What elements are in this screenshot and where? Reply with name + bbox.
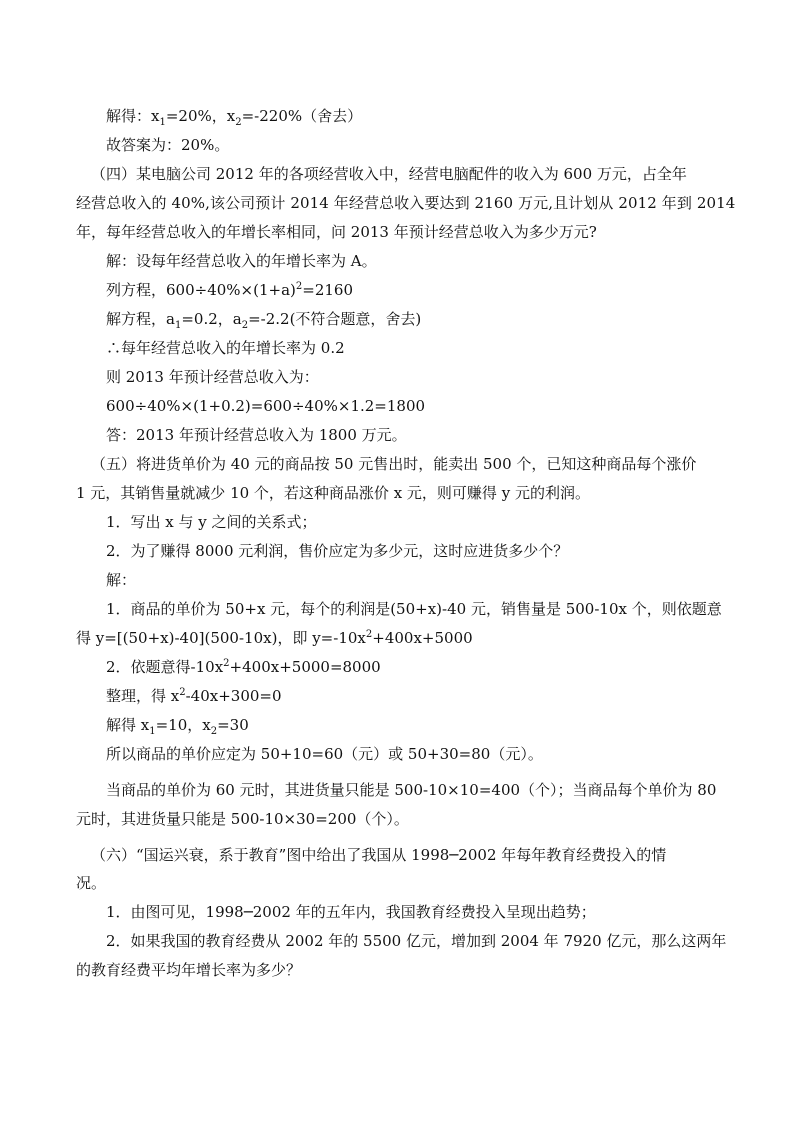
text: 得 y=[(50+x)-40](500-10x)，即 y=-10x — [76, 629, 366, 647]
solution-5-line-6 — [106, 744, 543, 764]
text: 元时，其进货量只能是 500-10×30=200（个）。 — [76, 810, 409, 828]
solution-4-line-7 — [106, 425, 407, 445]
problem-6-q1 — [106, 902, 596, 922]
subscript: 2 — [235, 117, 242, 128]
text: 2．依题意得-10x — [106, 658, 224, 676]
subscript: 1 — [174, 320, 182, 331]
text: 解：设每年经营总收入的年增长率为 A。 — [106, 252, 377, 270]
problem-4-line-1 — [91, 164, 687, 184]
problem-4-line-2 — [76, 193, 735, 213]
text: 1．写出 x 与 y 之间的关系式； — [106, 513, 317, 531]
solution-5-line-3 — [106, 657, 381, 677]
problem-5-q2 — [106, 541, 568, 561]
text: 的教育经费平均年增长率为多少？ — [76, 961, 302, 979]
text: =0.2，a — [181, 310, 242, 328]
text: 列方程，600÷40%×(1+a) — [106, 281, 296, 299]
text: （四）某电脑公司 2012 年的各项经营收入中，经营电脑配件的收入为 600 万元，占全年 — [91, 165, 687, 183]
text: 1 元，其销售量就减少 10 个，若这种商品涨价 x 元，则可赚得 y 元的利润。 — [76, 484, 590, 502]
text: 则 2013 年预计经营总收入为： — [106, 368, 319, 386]
subscript: 1 — [159, 117, 166, 128]
problem-5-q1 — [106, 512, 317, 532]
text: =20%，x — [165, 107, 236, 125]
text: 况。 — [76, 874, 107, 892]
subscript: 2 — [241, 320, 249, 331]
problem-5-line-2 — [76, 483, 590, 503]
text: =30 — [217, 716, 249, 734]
problem-4-line-3 — [76, 222, 597, 242]
problem-6-line-2 — [76, 873, 106, 893]
answer-line-1 — [106, 135, 229, 155]
solution-4-line-3 — [106, 309, 421, 329]
solution-5-line-1 — [106, 599, 722, 619]
solution-5-line-7 — [106, 780, 716, 800]
solution-5-line-4 — [106, 686, 282, 706]
text: 经营总收入的 40%,该公司预计 2014 年经营总收入要达到 2160 万元,且计划从 2012 年到 2014 — [76, 194, 736, 212]
text: 解方程，a — [106, 310, 175, 328]
text: +400x+5000 — [372, 629, 473, 647]
solution-5-line-8 — [76, 809, 409, 829]
text: +400x+5000=8000 — [229, 658, 381, 676]
problem-6-q2-line-2 — [76, 960, 301, 980]
text: =-2.2(不符合题意，舍去) — [248, 310, 422, 328]
subscript: 2 — [210, 726, 218, 737]
solution-4-line-5 — [106, 367, 319, 387]
text: =10，x — [155, 716, 211, 734]
text: 解得 x — [106, 716, 150, 734]
text: 答：2013 年预计经营总收入为 1800 万元。 — [106, 426, 407, 444]
text: （六）“国运兴衰，系于教育”图中给出了我国从 1998─2002 年每年教育经费投入的情 — [91, 846, 667, 864]
solution-5-line-2 — [76, 628, 473, 648]
problem-6-q2-line-1 — [106, 931, 726, 951]
superscript: 2 — [223, 658, 230, 669]
solution-line-1 — [106, 106, 362, 126]
text: 整理，得 x — [106, 687, 180, 705]
text: =-220%（舍去） — [241, 107, 363, 125]
text: 600÷40%×(1+0.2)=600÷40%×1.2=1800 — [106, 397, 426, 415]
text: 当商品的单价为 60 元时，其进货量只能是 500-10×10=400（个）；当商品每个单价为 80 — [106, 781, 717, 799]
problem-6-line-1 — [91, 845, 666, 865]
superscript: 2 — [179, 687, 186, 698]
text: -40x+300=0 — [185, 687, 282, 705]
text: （五）将进货单价为 40 元的商品按 50 元售出时，能卖出 500 个，已知这种商品每个涨价 — [91, 455, 697, 473]
text: =2160 — [302, 281, 353, 299]
text: 解得：x — [106, 107, 160, 125]
solution-4-line-1 — [106, 251, 377, 271]
solution-5-line-5 — [106, 715, 249, 735]
solution-4-line-6 — [106, 396, 425, 416]
text: 解： — [106, 571, 137, 589]
text: 故答案为：20%。 — [106, 136, 230, 154]
solution-5-heading — [106, 570, 136, 590]
text: 2．为了赚得 8000 元利润，售价应定为多少元，这时应进货多少个？ — [106, 542, 569, 560]
solution-4-line-2 — [106, 280, 353, 300]
solution-4-line-4 — [106, 338, 345, 358]
text: 1．商品的单价为 50+x 元，每个的利润是(50+x)-40 元，销售量是 500-10x 个，则依题意 — [106, 600, 722, 618]
problem-5-line-1 — [91, 454, 696, 474]
superscript: 2 — [365, 629, 373, 640]
text: ∴每年经营总收入的年增长率为 0.2 — [106, 339, 345, 357]
text: 2．如果我国的教育经费从 2002 年的 5500 亿元，增加到 2004 年 7920 亿元，那么这两年 — [106, 932, 727, 950]
text: 年，每年经营总收入的年增长率相同，问 2013 年预计经营总收入为多少万元? — [76, 223, 597, 241]
subscript: 1 — [149, 726, 156, 737]
text: 1．由图可见，1998─2002 年的五年内，我国教育经费投入呈现出趋势； — [106, 903, 596, 921]
superscript: 2 — [295, 281, 303, 292]
text: 所以商品的单价应定为 50+10=60（元）或 50+30=80（元）。 — [106, 745, 543, 763]
